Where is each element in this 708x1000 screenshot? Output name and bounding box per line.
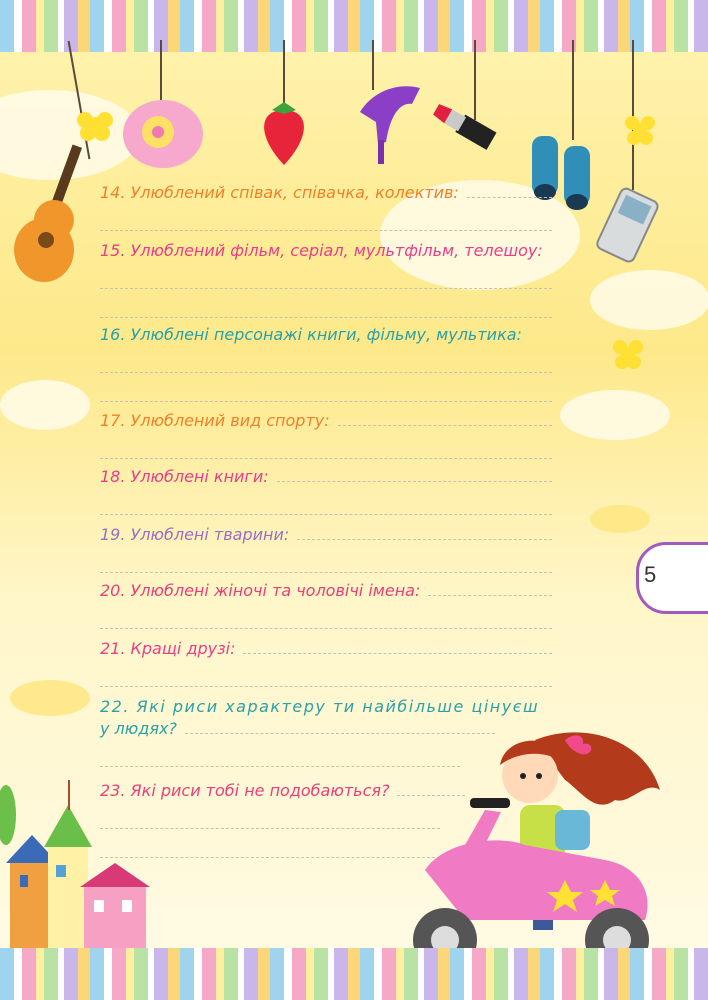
houses-illustration (0, 775, 160, 955)
question-19: 19. Улюблені тварини: (100, 522, 552, 573)
high-heel-icon (352, 82, 432, 172)
flower-icon (608, 334, 648, 374)
guitar-icon (6, 140, 96, 290)
flower-icon (70, 105, 120, 145)
question-20: 20. Улюблені жіночі та чоловічі імена: (100, 578, 552, 629)
question-17: 17. Улюблений вид спорту: (100, 408, 552, 459)
purse-icon (118, 92, 208, 172)
question-18: 18. Улюблені книги: (100, 464, 552, 515)
question-14: 14. Улюблений співак, співачка, колектив: (100, 180, 552, 231)
cloud (590, 270, 708, 330)
cloud (0, 380, 90, 430)
question-21: 21. Кращі друзі: (100, 636, 552, 687)
cloud (560, 390, 670, 440)
page-number: 5 (644, 562, 657, 587)
question-16: 16. Улюблені персонажі книги, фільму, мультика: (100, 322, 552, 402)
question-23: 23. Які риси тобі не подобаються? (100, 778, 552, 858)
phone-icon (592, 186, 662, 266)
strawberry-icon (254, 100, 314, 170)
top-stripe-border (0, 0, 708, 52)
lipstick-icon (428, 100, 508, 160)
cloud (10, 680, 90, 716)
flower-icon (620, 110, 660, 150)
question-15: 15. Улюблений фільм, серіал, мультфільм, телешоу: (100, 238, 552, 318)
bottom-stripe-border (0, 948, 708, 1000)
girl-on-scooter-illustration (405, 720, 675, 980)
question-22: 22. Які риси характеру ти найбільше цінуєш у людях? (100, 694, 552, 767)
cloud (590, 505, 650, 533)
